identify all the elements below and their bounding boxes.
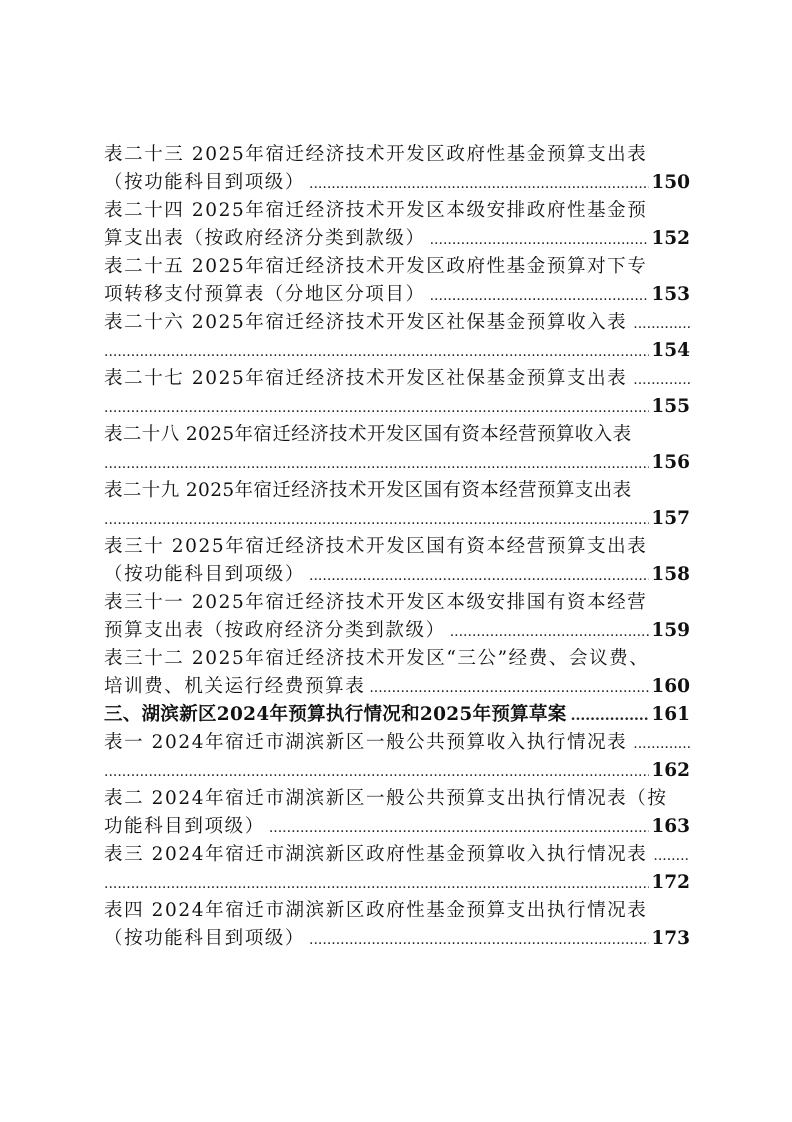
toc-entry-continuation [104,337,690,365]
toc-entry-continuation: 培训费、机关运行经费预算表 ..... 160 [104,673,690,701]
toc-entry-title: 表二十四 2025年宿迁经济技术开发区本级安排政府性基金预 [104,200,648,221]
toc-entry-title: 表二十七 2025年宿迁经济技术开发区社保基金预算支出表 ..... [104,365,690,393]
page-number: 172 [651,872,690,893]
dot-leader [430,226,650,253]
toc-entry-table-30[interactable] [104,533,690,589]
dot-leader [633,310,690,337]
toc-entry-table-28[interactable] [104,421,690,477]
page-number: 159 [651,620,690,641]
dot-leader [104,758,649,785]
toc-entry-continuation: （按功能科目到项级） ..... 158 [104,561,690,589]
toc-entry-table-29[interactable] [104,477,690,533]
toc-entry-title: 表四 2024年宿迁市湖滨新区政府性基金预算支出执行情况表 [104,900,648,921]
toc-entry-hubin-table-1[interactable] [104,729,690,785]
dot-leader [369,674,649,701]
toc-entry-title: 表二 2024年宿迁市湖滨新区一般公共预算支出执行情况表（按 [104,788,668,809]
toc-entry-table-31[interactable] [104,589,690,645]
toc-entry-continuation: 算支出表（按政府经济分类到款级） ..... 152 [104,225,690,253]
toc-entry-continuation [104,449,690,477]
toc-entry-title: 表二十八 2025年宿迁经济技术开发区国有资本经营预算收入表 [104,424,632,445]
toc-entry-continuation: 功能科目到项级） ..... 163 [104,813,690,841]
dot-leader [309,170,649,197]
dot-leader [571,702,650,729]
toc-entry-title: 表三十一 2025年宿迁经济技术开发区本级安排国有资本经营 [104,592,648,613]
dot-leader [309,562,649,589]
dot-leader [104,506,649,533]
page-number: 157 [651,508,690,529]
dot-leader [104,450,649,477]
toc-entry-continuation [104,505,690,533]
page-number: 150 [651,172,690,193]
toc-entry-title: 表二十六 2025年宿迁经济技术开发区社保基金预算收入表 ..... [104,309,690,337]
toc-entry-continuation: 预算支出表（按政府经济分类到款级） ..... 159 [104,617,690,645]
toc-entry-continuation [104,757,690,785]
dot-leader [653,842,690,869]
toc-entry-continuation: 项转移支付预算表（分地区分项目） ..... 153 [104,281,690,309]
toc-section-3[interactable] [104,701,690,729]
toc-entry-table-32[interactable] [104,645,690,701]
toc-entry-table-23[interactable] [104,141,690,197]
toc-entry-table-25[interactable] [104,253,690,309]
toc-entry-title: 表二十九 2025年宿迁经济技术开发区国有资本经营预算支出表 [104,480,632,501]
page-number: 161 [651,704,690,725]
dot-leader [633,366,690,393]
toc-entry-table-24[interactable] [104,197,690,253]
page-number: 152 [651,228,690,249]
page-number: 155 [651,396,690,417]
page-number: 153 [651,284,690,305]
dot-leader [104,338,649,365]
dot-leader [309,926,649,953]
toc-entry-continuation: （按功能科目到项级） ..... 173 [104,925,690,953]
page-number: 160 [651,676,690,697]
toc-entry-table-27[interactable] [104,365,690,421]
toc-entry-title: 表二十五 2025年宿迁经济技术开发区政府性基金预算对下专 [104,256,648,277]
page-number: 163 [651,816,690,837]
toc-entry-continuation [104,393,690,421]
toc-entry-title: 表三十 2025年宿迁经济技术开发区国有资本经营预算支出表 [104,536,648,557]
toc-entry-title: 表一 2024年宿迁市湖滨新区一般公共预算收入执行情况表 ..... [104,729,690,757]
toc-section-title: 三、湖滨新区2024年预算执行情况和2025年预算草案 ..... 161 [104,701,690,729]
toc-entry-hubin-table-2[interactable] [104,785,690,841]
dot-leader [269,814,650,841]
page-number: 162 [651,760,690,781]
dot-leader [104,870,649,897]
toc-entry-table-26[interactable] [104,309,690,365]
toc-entry-continuation [104,869,690,897]
toc-entry-title: 表三十二 2025年宿迁经济技术开发区“三公”经费、会议费、 [104,648,650,669]
toc-entry-hubin-table-3[interactable] [104,841,690,897]
toc-entry-title: 表二十三 2025年宿迁经济技术开发区政府性基金预算支出表 [104,144,648,165]
page-number: 158 [651,564,690,585]
toc-entry-hubin-table-4[interactable] [104,897,690,953]
toc-entry-continuation: （按功能科目到项级） ..... 150 [104,169,690,197]
page-number: 173 [651,928,690,949]
dot-leader [104,394,649,421]
page-number: 156 [651,452,690,473]
dot-leader [430,282,650,309]
toc-entry-title: 表三 2024年宿迁市湖滨新区政府性基金预算收入执行情况表 ..... [104,841,690,869]
dot-leader [450,618,650,645]
table-of-contents [104,141,690,953]
dot-leader [633,730,690,757]
page-number: 154 [651,340,690,361]
